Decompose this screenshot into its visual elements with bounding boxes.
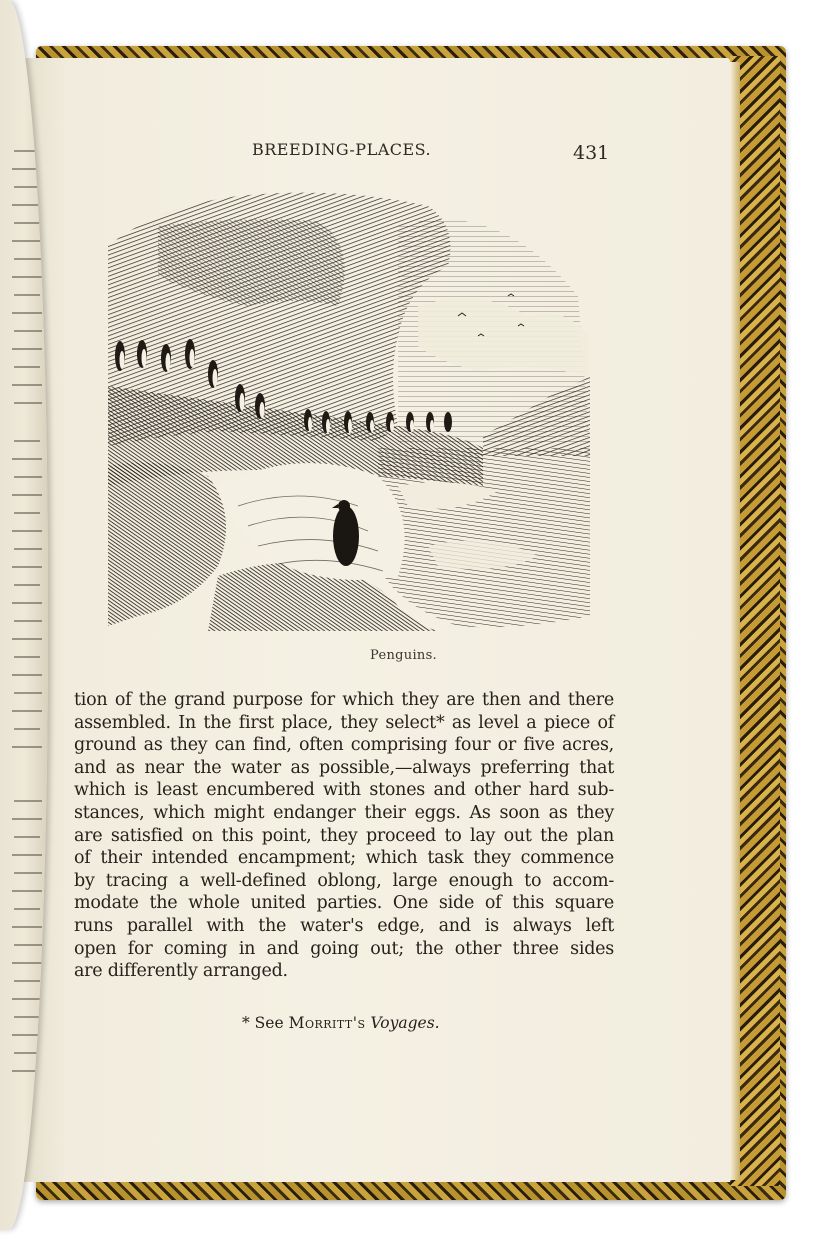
page-number: 431: [573, 142, 610, 164]
body-line: runs parallel with the water's edge, and is always left: [74, 915, 614, 936]
body-line: of their intended encampment; which task they commence: [74, 848, 614, 869]
footnote: [242, 1014, 440, 1032]
body-line: modate the whole united parties. One side of this square: [74, 893, 614, 914]
body-line: by tracing a well-defined oblong, large enough to accom-: [74, 870, 614, 891]
body-text: [74, 689, 614, 983]
body-line: assembled. In the first place, they select* as level a piece of: [74, 712, 614, 733]
footnote-author: Morritt's: [288, 1014, 366, 1032]
body-line: are differently arranged.: [74, 961, 288, 982]
running-head: BREEDING-PLACES.: [252, 140, 432, 159]
body-line: ground as they can find, often comprising four or five acres,: [74, 735, 614, 756]
body-line: tion of the grand purpose for which they are then and there: [74, 690, 614, 710]
facing-page-curl: [0, 0, 48, 1230]
body-line: open for coming in and going out; the other three sides: [74, 938, 614, 959]
illustration-caption: Penguins.: [370, 648, 437, 663]
body-line: stances, which might endanger their eggs. As soon as they: [74, 802, 614, 823]
body-line: and as near the water as possible,—always preferring that: [74, 757, 614, 778]
footnote-prefix: * See: [242, 1014, 289, 1032]
body-line: are satisfied on this point, they proceed to lay out the plan: [74, 825, 614, 846]
penguins-engraving: [98, 186, 592, 634]
body-line: which is least encumbered with stones and other hard sub-: [74, 780, 614, 801]
footnote-title: Voyages.: [370, 1014, 440, 1032]
